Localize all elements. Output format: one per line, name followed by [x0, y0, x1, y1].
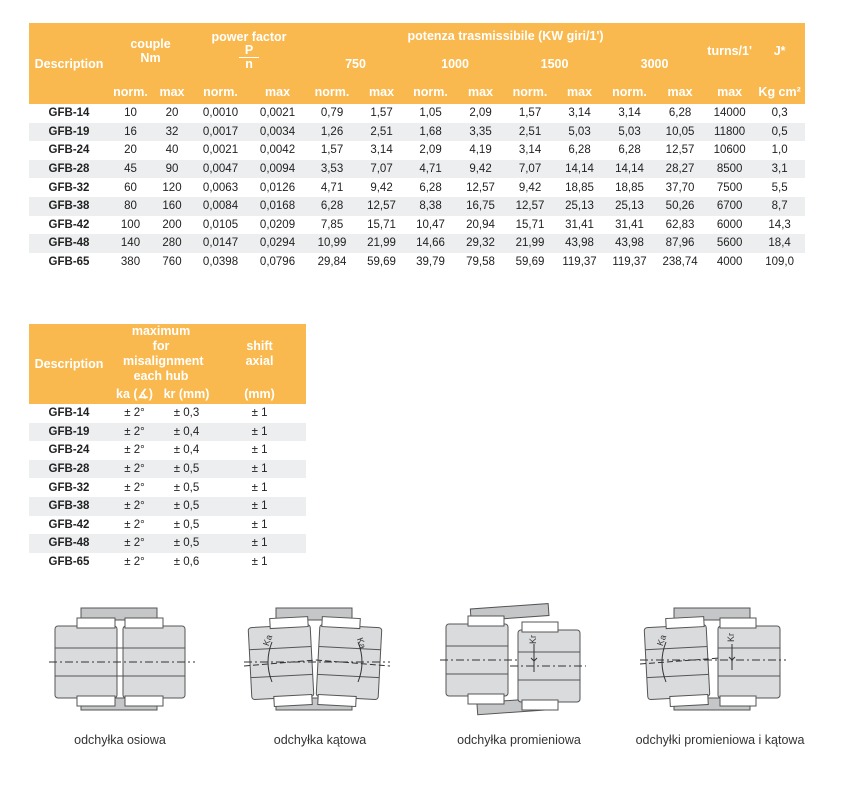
- model-name: GFB-65: [48, 256, 90, 269]
- inertia: 18,4: [754, 234, 805, 253]
- kw3000-norm: 6,28: [618, 144, 641, 157]
- model-name: GFB-28: [29, 160, 109, 179]
- kw1000-norm: 2,09: [419, 144, 442, 157]
- shift-value: ± 1: [251, 556, 268, 569]
- ka-value: ± 2°: [109, 460, 160, 479]
- kr-value: ± 0,5: [173, 481, 200, 494]
- kw3000-max: 87,96: [655, 234, 705, 253]
- subheader-mm: (mm): [213, 384, 306, 404]
- shift-value: ± 1: [251, 481, 268, 494]
- pf-max: 0,0034: [249, 123, 306, 142]
- inertia: 5,5: [771, 181, 788, 194]
- model-name: GFB-42: [48, 518, 90, 531]
- model-name: GFB-28: [29, 460, 109, 479]
- model-name: GFB-24: [48, 444, 90, 457]
- misalignment-table: [29, 324, 306, 571]
- model-name: GFB-65: [48, 556, 90, 569]
- table-row: [29, 178, 805, 197]
- table-row: [29, 104, 805, 123]
- table-row: [29, 478, 306, 497]
- table-row: [29, 123, 805, 142]
- caption-radial-angular: odchyłki promieniowa i kątowa: [635, 733, 805, 747]
- pf-norm: 0,0147: [192, 234, 249, 253]
- kw3000-max: 62,83: [665, 218, 695, 231]
- couple-norm: 45: [109, 160, 152, 179]
- kw1500-max: 6,28: [568, 144, 591, 157]
- ka-label: Ka: [654, 633, 669, 648]
- kw3000-max: 50,26: [655, 197, 705, 216]
- couple-max: 20: [165, 107, 179, 120]
- header-potenza: potenza trasmissibile (KW giri/1'): [306, 23, 705, 48]
- kw750-max: 2,51: [358, 123, 405, 142]
- couple-norm: 100: [120, 218, 141, 231]
- pf-norm: 0,0010: [202, 107, 239, 120]
- kw1000-norm: 8,38: [405, 197, 456, 216]
- header-maximum-misalignment: maximum for misalignment each hub: [109, 324, 213, 384]
- couple-max: 40: [165, 144, 179, 157]
- inertia: 1,0: [771, 144, 788, 157]
- kw750-norm: 29,84: [317, 256, 347, 269]
- header-speed-1000: 1000: [405, 48, 505, 79]
- table-row: [29, 141, 805, 160]
- model-name: GFB-24: [48, 144, 90, 157]
- kr-value: ± 0,4: [160, 423, 213, 442]
- turns-max: 8500: [705, 160, 754, 179]
- table-row: [29, 160, 805, 179]
- couple-norm: 10: [124, 107, 137, 120]
- kw3000-norm: 3,14: [618, 107, 641, 120]
- pf-max: 0,0294: [249, 234, 306, 253]
- shift-value: ± 1: [213, 497, 306, 516]
- kw1000-norm: 14,66: [405, 234, 456, 253]
- turns-max: 5600: [705, 234, 754, 253]
- caption-radial: odchyłka promieniowa: [457, 733, 581, 747]
- kw750-max: 59,69: [367, 256, 396, 269]
- ka-value: ± 2°: [124, 481, 145, 494]
- kw1000-max: 12,57: [466, 181, 495, 194]
- kw3000-norm: 43,98: [604, 234, 655, 253]
- header-description: Description: [29, 23, 109, 104]
- pf-max: 0,0042: [259, 144, 296, 157]
- turns-max: 10600: [713, 144, 746, 157]
- pf-max: 0,0021: [259, 107, 296, 120]
- turns-max: 14000: [713, 107, 746, 120]
- kw750-max: 3,14: [370, 144, 393, 157]
- subheader-kr: kr (mm): [160, 384, 213, 404]
- kr-value: ± 0,5: [173, 518, 200, 531]
- inertia: 0,3: [771, 107, 788, 120]
- subheader-max: max: [655, 79, 705, 104]
- subheader-norm: norm.: [109, 79, 152, 104]
- kw1000-norm: 39,79: [416, 256, 445, 269]
- kw750-max: 21,99: [358, 234, 405, 253]
- subheader-norm: norm.: [604, 79, 655, 104]
- diagram-angular: [244, 600, 394, 718]
- inertia: 0,5: [754, 123, 805, 142]
- kw1500-max: 3,14: [568, 107, 591, 120]
- kw3000-norm: 5,03: [604, 123, 655, 142]
- model-name: GFB-48: [29, 234, 109, 253]
- kw750-max: 15,71: [367, 218, 396, 231]
- table-row: [29, 460, 306, 479]
- couple-norm: 140: [109, 234, 152, 253]
- kw3000-max: 37,70: [665, 181, 695, 194]
- subheader-max: max: [358, 79, 405, 104]
- shift-value: ± 1: [251, 407, 268, 420]
- kw1000-norm: 4,71: [405, 160, 456, 179]
- couple-norm: 80: [109, 197, 152, 216]
- table-row: [29, 423, 306, 442]
- subheader-max: max: [705, 79, 754, 104]
- performance-table: [29, 23, 805, 271]
- pf-max: 0,0168: [249, 197, 306, 216]
- pf-norm: 0,0105: [202, 218, 239, 231]
- header-power-factor: power factor $\frac{P}{n}$: [192, 23, 306, 79]
- kr-value: ± 0,5: [160, 534, 213, 553]
- kw3000-norm: 31,41: [615, 218, 644, 231]
- shift-value: ± 1: [213, 534, 306, 553]
- kr-value: ± 0,6: [173, 556, 200, 569]
- ka-value: ± 2°: [124, 556, 145, 569]
- couple-norm: 60: [124, 181, 137, 194]
- shift-value: ± 1: [251, 444, 268, 457]
- kw3000-max: 238,74: [662, 256, 698, 269]
- subheader-max: max: [456, 79, 505, 104]
- turns-max: 11800: [705, 123, 754, 142]
- ka-value: ± 2°: [109, 534, 160, 553]
- caption-angular: odchyłka kątowa: [273, 733, 367, 747]
- kr-label: Kr: [528, 635, 538, 644]
- subheader-norm: norm.: [192, 79, 249, 104]
- kw3000-norm: 25,13: [604, 197, 655, 216]
- kw1500-norm: 3,14: [518, 144, 542, 157]
- turns-max: 6000: [716, 218, 743, 231]
- subheader-max: max: [249, 79, 306, 104]
- ka-label: Ka: [354, 636, 369, 650]
- couple-max: 280: [152, 234, 192, 253]
- subheader-norm: norm.: [405, 79, 456, 104]
- couple-max: 90: [152, 160, 192, 179]
- table-row: [29, 216, 805, 235]
- kw750-norm: 7,85: [320, 218, 344, 231]
- kw1000-max: 4,19: [469, 144, 492, 157]
- kw1000-max: 20,94: [466, 218, 495, 231]
- couple-max: 200: [162, 218, 182, 231]
- kw750-max: 7,07: [358, 160, 405, 179]
- kw3000-max: 6,28: [668, 107, 692, 120]
- table-row: [29, 253, 805, 272]
- table-row: [29, 441, 306, 460]
- pf-norm: 0,0021: [202, 144, 239, 157]
- header-shift-axial: shift axial: [213, 324, 306, 384]
- kw1500-norm: 9,42: [518, 181, 542, 194]
- kw3000-norm: 18,85: [615, 181, 644, 194]
- pf-max: 0,0126: [259, 181, 296, 194]
- pf-max: 0,0209: [259, 218, 296, 231]
- kw750-norm: 1,26: [306, 123, 358, 142]
- kw1000-norm: 1,05: [419, 107, 442, 120]
- pf-norm: 0,0017: [192, 123, 249, 142]
- table-row: [29, 197, 805, 216]
- kw1500-max: 14,14: [555, 160, 604, 179]
- couple-max: 760: [162, 256, 182, 269]
- table-row: [29, 234, 805, 253]
- couple-max: 32: [152, 123, 192, 142]
- model-name: GFB-38: [29, 497, 109, 516]
- kw1500-max: 25,13: [555, 197, 604, 216]
- kw750-norm: 10,99: [306, 234, 358, 253]
- couple-max: 160: [152, 197, 192, 216]
- diagram-axial: [49, 600, 199, 718]
- header-j: J*: [754, 23, 805, 79]
- turns-max: 4000: [716, 256, 743, 269]
- shift-value: ± 1: [251, 518, 268, 531]
- header-couple: couple Nm: [109, 23, 192, 79]
- kw750-norm: 3,53: [306, 160, 358, 179]
- ka-value: ± 2°: [124, 518, 145, 531]
- kw1500-max: 119,37: [562, 256, 597, 269]
- couple-norm: 16: [109, 123, 152, 142]
- subheader-norm: norm.: [505, 79, 555, 104]
- model-name: GFB-32: [48, 481, 90, 494]
- kw1500-norm: 1,57: [518, 107, 542, 120]
- model-name: GFB-19: [29, 423, 109, 442]
- pf-norm: 0,0047: [192, 160, 249, 179]
- kr-value: ± 0,5: [160, 460, 213, 479]
- pf-max: 0,0094: [249, 160, 306, 179]
- kw1500-norm: 7,07: [505, 160, 555, 179]
- kw1500-norm: 21,99: [505, 234, 555, 253]
- inertia: 14,3: [768, 218, 791, 231]
- kr-value: ± 0,3: [173, 407, 200, 420]
- power-factor-fraction: $\frac{P}{n}$: [239, 44, 259, 71]
- table-row: [29, 516, 306, 535]
- kw1500-norm: 59,69: [515, 256, 545, 269]
- subheader-max: max: [152, 79, 192, 104]
- kw1000-max: 3,35: [456, 123, 505, 142]
- kw1500-max: 31,41: [565, 218, 594, 231]
- table-row: [29, 534, 306, 553]
- kw750-max: 1,57: [370, 107, 393, 120]
- table-row: [29, 404, 306, 423]
- kw1500-norm: 15,71: [515, 218, 545, 231]
- kw1500-max: 18,85: [565, 181, 594, 194]
- table-row: [29, 553, 306, 572]
- inertia: 109,0: [765, 256, 794, 269]
- kr-label: Kr: [726, 633, 736, 642]
- kw750-max: 12,57: [358, 197, 405, 216]
- kw3000-norm: 14,14: [604, 160, 655, 179]
- kw1000-norm: 10,47: [416, 218, 445, 231]
- kw1000-max: 79,58: [466, 256, 495, 269]
- kw1000-max: 29,32: [456, 234, 505, 253]
- model-name: GFB-38: [29, 197, 109, 216]
- model-name: GFB-14: [48, 107, 90, 120]
- ka-value: ± 2°: [124, 407, 145, 420]
- inertia: 8,7: [754, 197, 805, 216]
- ka-label: Ka: [260, 633, 275, 648]
- turns-max: 6700: [705, 197, 754, 216]
- subheader-max: max: [555, 79, 604, 104]
- model-name: GFB-19: [29, 123, 109, 142]
- subheader-ka: ka (∡): [109, 384, 160, 404]
- kw3000-norm: 119,37: [612, 256, 647, 269]
- header-description: Description: [29, 324, 109, 404]
- ka-value: ± 2°: [124, 444, 145, 457]
- pf-norm: 0,0063: [202, 181, 239, 194]
- ka-value: ± 2°: [109, 497, 160, 516]
- table-row: [29, 497, 306, 516]
- kw1500-max: 5,03: [555, 123, 604, 142]
- header-speed-3000: 3000: [604, 48, 705, 79]
- shift-value: ± 1: [213, 460, 306, 479]
- kr-value: ± 0,5: [160, 497, 213, 516]
- couple-norm: 20: [124, 144, 137, 157]
- kw750-max: 9,42: [370, 181, 393, 194]
- kw1000-norm: 1,68: [405, 123, 456, 142]
- diagram-radial-angular: [640, 600, 790, 718]
- pf-max: 0,0796: [259, 256, 296, 269]
- kw1000-max: 16,75: [456, 197, 505, 216]
- kw3000-max: 28,27: [655, 160, 705, 179]
- turns-max: 7500: [716, 181, 743, 194]
- inertia: 3,1: [754, 160, 805, 179]
- kw750-norm: 6,28: [306, 197, 358, 216]
- model-name: GFB-32: [48, 181, 90, 194]
- kw3000-max: 10,05: [655, 123, 705, 142]
- kw1000-norm: 6,28: [419, 181, 442, 194]
- kw1000-max: 9,42: [456, 160, 505, 179]
- couple-norm: 380: [120, 256, 141, 269]
- model-name: GFB-14: [48, 407, 90, 420]
- couple-max: 120: [162, 181, 182, 194]
- kw3000-max: 12,57: [665, 144, 695, 157]
- header-speed-1500: 1500: [505, 48, 604, 79]
- subheader-norm: norm.: [306, 79, 358, 104]
- kw1000-max: 2,09: [469, 107, 492, 120]
- kr-value: ± 0,4: [173, 444, 200, 457]
- header-speed-750: 750: [306, 48, 405, 79]
- kw750-norm: 0,79: [320, 107, 344, 120]
- model-name: GFB-48: [29, 534, 109, 553]
- kw750-norm: 1,57: [320, 144, 344, 157]
- kw1500-max: 43,98: [555, 234, 604, 253]
- subheader-kg: Kg cm²: [754, 79, 805, 104]
- shift-value: ± 1: [213, 423, 306, 442]
- caption-axial: odchyłka osiowa: [74, 733, 166, 747]
- kw1500-norm: 12,57: [505, 197, 555, 216]
- pf-norm: 0,0398: [202, 256, 239, 269]
- diagram-radial: [440, 600, 590, 718]
- pf-norm: 0,0084: [192, 197, 249, 216]
- kw1500-norm: 2,51: [505, 123, 555, 142]
- model-name: GFB-42: [48, 218, 90, 231]
- ka-value: ± 2°: [109, 423, 160, 442]
- header-turns: turns/1': [705, 23, 754, 79]
- kw750-norm: 4,71: [320, 181, 344, 194]
